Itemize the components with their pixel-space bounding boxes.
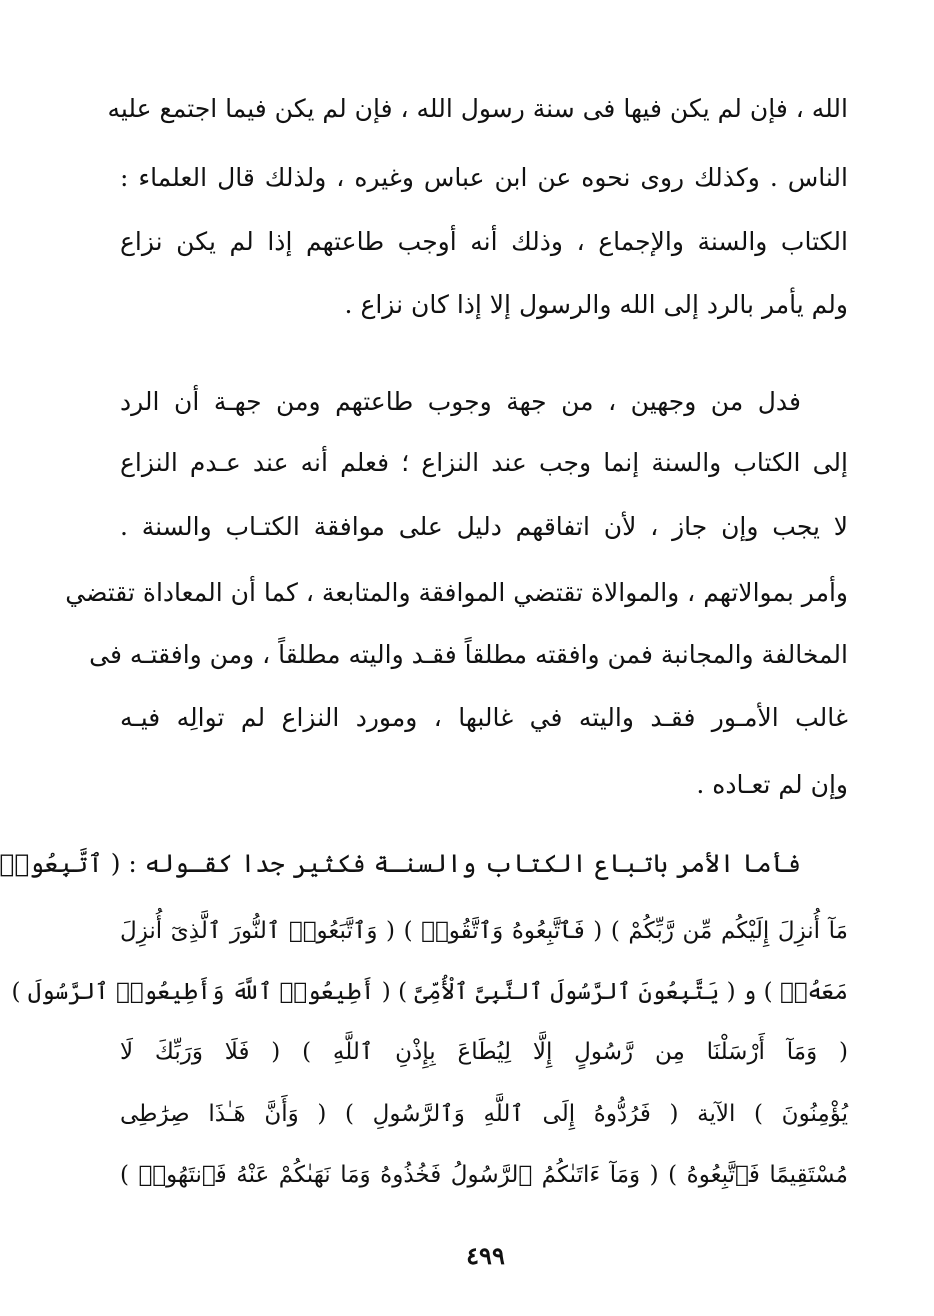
- text-line: وإن لم تعـاده .: [696, 770, 848, 799]
- text-line: إلى الكتاب والسنة إنما وجب عند النزاع ؛ فعلم أنه عند عـدم النزاع: [120, 448, 848, 477]
- page-number: ٤٩٩: [466, 1241, 505, 1270]
- quran-line: مَآ أُنزِلَ إِلَيْكُم مِّن رَّبِّكُمْ ) ( فَٱتَّبِعُوهُ وَٱتَّقُوا۟ ) ( وَٱتَّبَعُوا۟ ٱلنُّورَ ٱلَّذِىٓ أُنزِلَ: [120, 918, 848, 944]
- text-line: ولم يأمر بالرد إلى الله والرسول إلا إذا كان نزاع .: [344, 290, 848, 319]
- text-line: فدل من وجهين ، من جهة وجوب طاعتهم ومن جهـة أن الرد: [120, 387, 801, 416]
- quran-line: مُسْتَقِيمًا فَٱتَّبِعُوهُ ) ( وَمَآ ءَاتَىٰكُمُ ٱلرَّسُولُ فَخُذُوهُ وَمَا نَهَىٰكُمْ عَنْهُ فَٱنتَهُوا۟ ): [120, 1162, 848, 1188]
- text-line: المخالفة والمجانبة فمن وافقته مطلقاً فقـد واليته مطلقاً ، ومن وافقتـه فى: [89, 640, 848, 669]
- quran-line: يُؤْمِنُونَ ) الآية ( فَرُدُّوهُ إِلَى ٱللَّهِ وَٱلرَّسُولِ ) ( وَأَنَّ هَـٰذَا صِرَٰطِى: [120, 1101, 848, 1127]
- text-line: الكتاب والسنة والإجماع ، وذلك أنه أوجب طاعتهم إذا لم يكن نزاع: [120, 227, 848, 256]
- quran-line: مَعَهُۥٓ ) و ( يَتَّبِعُونَ ٱلرَّسُولَ ٱلنَّبِىَّ ٱلْأُمِّىَّ ) ( أَطِيعُوا۟ ٱللَّهَ وَأَطِيعُوا۟ ٱلرَّسُولَ ): [11, 979, 848, 1005]
- text-line: الناس . وكذلك روى نحوه عن ابن عباس وغيره ، ولذلك قال العلماء :: [120, 163, 848, 192]
- text-line: غالب الأمـور فقـد واليته في غالبها ، ومورد النزاع لم توالِه فيـه: [120, 703, 848, 732]
- text-line: وأمر بموالاتهم ، والموالاة تقتضي الموافقة والمتابعة ، كما أن المعاداة تقتضي: [65, 578, 848, 607]
- text-line: لا يجب وإن جاز ، لأن اتفاقهم دليل على موافقة الكتـاب والسنة .: [120, 512, 848, 541]
- text-line: فأما الأمر باتباع الكتاب والسنـة فكثير جدا كقـوله : ( ٱتَّبِعُوا۟: [0, 849, 801, 878]
- quran-line: ( وَمَآ أَرْسَلْنَا مِن رَّسُولٍ إِلَّا لِيُطَاعَ بِإِذْنِ ٱللَّهِ ) ( فَلَا وَرَبِّكَ لَا: [120, 1039, 848, 1065]
- text-line: الله ، فإن لم يكن فيها فى سنة رسول الله ، فإن لم يكن فيما اجتمع عليه: [107, 94, 848, 123]
